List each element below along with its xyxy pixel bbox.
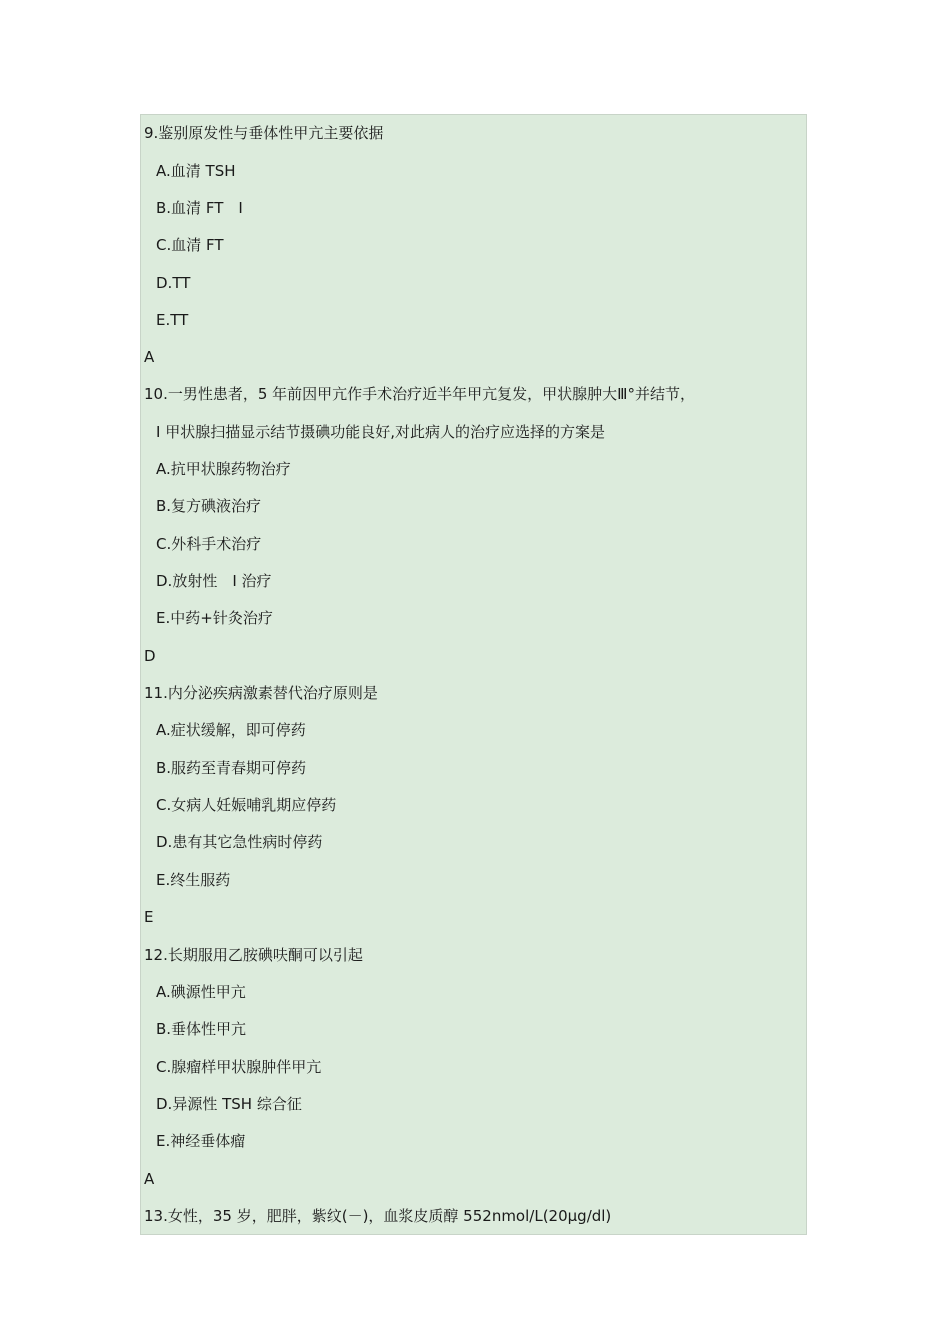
option-a: A.碘源性甲亢 bbox=[156, 983, 246, 1001]
option-c: C.女病人妊娠哺乳期应停药 bbox=[156, 796, 337, 814]
option-a: A.症状缓解，即可停药 bbox=[156, 721, 306, 739]
question-stem-continued: I 甲状腺扫描显示结节摄碘功能良好,对此病人的治疗应选择的方案是 bbox=[156, 423, 605, 441]
option-c: C.腺瘤样甲状腺肿伴甲亢 bbox=[156, 1058, 322, 1076]
option-a: A.抗甲状腺药物治疗 bbox=[156, 460, 291, 478]
option-d: D.TT bbox=[156, 274, 191, 292]
option-d: D.放射性 I 治疗 bbox=[156, 572, 272, 590]
option-e: E.TT bbox=[156, 311, 189, 329]
option-b: B.复方碘液治疗 bbox=[156, 497, 262, 515]
answer: D bbox=[144, 647, 156, 665]
answer: A bbox=[144, 1170, 155, 1188]
option-c: C.外科手术治疗 bbox=[156, 535, 262, 553]
question-panel bbox=[140, 114, 807, 1235]
answer: A bbox=[144, 348, 155, 366]
option-e: E.终生服药 bbox=[156, 871, 231, 889]
option-c: C.血清 FT bbox=[156, 236, 224, 254]
question-stem: 12.长期服用乙胺碘呋酮可以引起 bbox=[144, 946, 363, 964]
question-stem: 9.鉴别原发性与垂体性甲亢主要依据 bbox=[144, 124, 384, 142]
question-stem: 11.内分泌疾病激素替代治疗原则是 bbox=[144, 684, 378, 702]
option-d: D.患有其它急性病时停药 bbox=[156, 833, 323, 851]
option-e: E.神经垂体瘤 bbox=[156, 1132, 246, 1150]
question-stem: 10.一男性患者，5 年前因甲亢作手术治疗近半年甲亢复发，甲状腺肿大Ⅲ°并结节， bbox=[144, 385, 696, 403]
option-d: D.异源性 TSH 综合征 bbox=[156, 1095, 302, 1113]
option-b: B.服药至青春期可停药 bbox=[156, 759, 307, 777]
option-a: A.血清 TSH bbox=[156, 162, 236, 180]
option-b: B.血清 FT I bbox=[156, 199, 243, 217]
option-b: B.垂体性甲亢 bbox=[156, 1020, 247, 1038]
question-stem: 13.女性，35 岁，肥胖，紫纹(－)，血浆皮质醇 552nmol/L(20μg/dl) bbox=[144, 1207, 612, 1225]
answer: E bbox=[144, 908, 154, 926]
option-e: E.中药+针灸治疗 bbox=[156, 609, 273, 627]
